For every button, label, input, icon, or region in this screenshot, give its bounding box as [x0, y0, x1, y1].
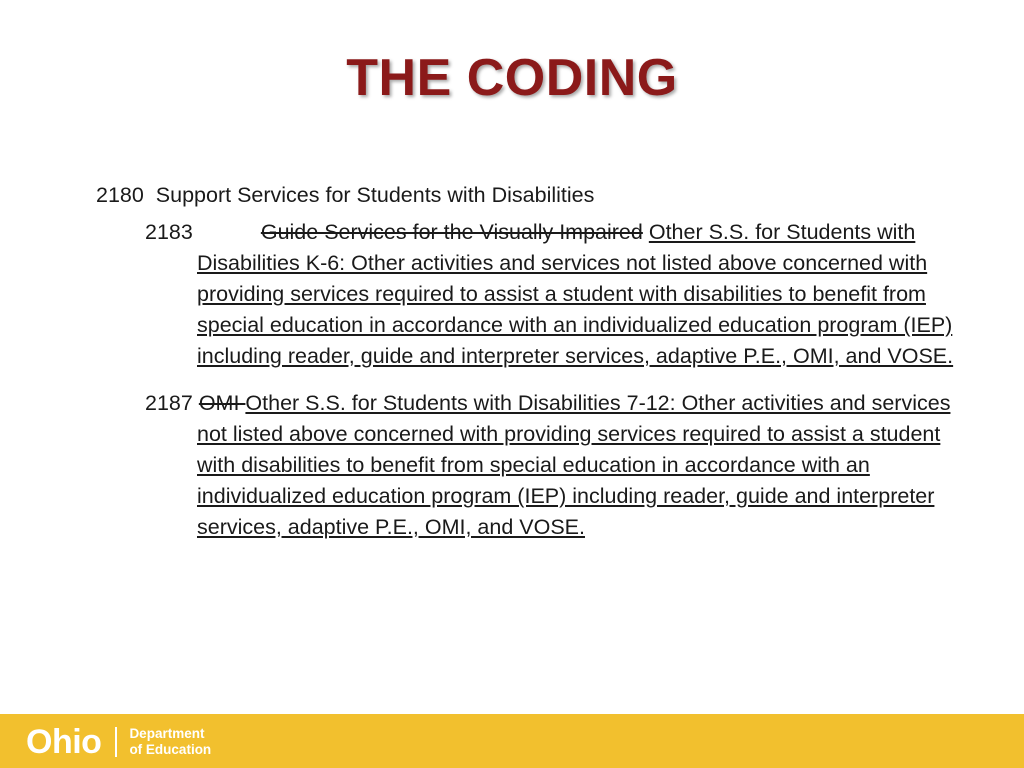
code-2180: 2180 — [96, 183, 144, 207]
slide-body — [96, 180, 976, 543]
code-2187: 2187 — [145, 391, 193, 415]
struck-text-2187: OMI — [198, 391, 240, 415]
department-line-1: Department — [129, 726, 205, 741]
footer-bar — [0, 714, 1024, 768]
department-line-2: of Education — [129, 742, 212, 757]
ohio-department-of-education-logo — [26, 724, 211, 760]
list-item-2180 — [96, 180, 976, 211]
list-item-2187 — [96, 388, 976, 543]
label-2180: Support Services for Students with Disabilities — [155, 183, 595, 207]
ohio-wordmark: Ohio — [26, 723, 102, 761]
code-2183: 2183 — [145, 220, 193, 244]
struck-text-2183: Guide Services for the Visually Impaired — [260, 220, 643, 244]
slide-title: THE CODING — [346, 49, 678, 107]
logo-divider — [115, 727, 117, 757]
new-text-2187: Other S.S. for Students with Disabilities 7-12: Other activities and services not listed above concerned with providing services required to assist a student with disabilities to benefit from special education in accordance with an individualized education program (IEP) including reader, guide and interpreter services, adaptive P.E., OMI, and VOSE. — [197, 391, 951, 539]
list-item-2183 — [96, 217, 976, 372]
department-name — [129, 726, 211, 758]
new-text-2183: Other S.S. for Students with Disabilities K-6: Other activities and services not listed above concerned with providing services required to assist a student with disabilities to benefit from special education in accordance with an individualized education program (IEP) including reader, guide and interpreter services, adaptive P.E., OMI, and VOSE. — [197, 220, 954, 368]
